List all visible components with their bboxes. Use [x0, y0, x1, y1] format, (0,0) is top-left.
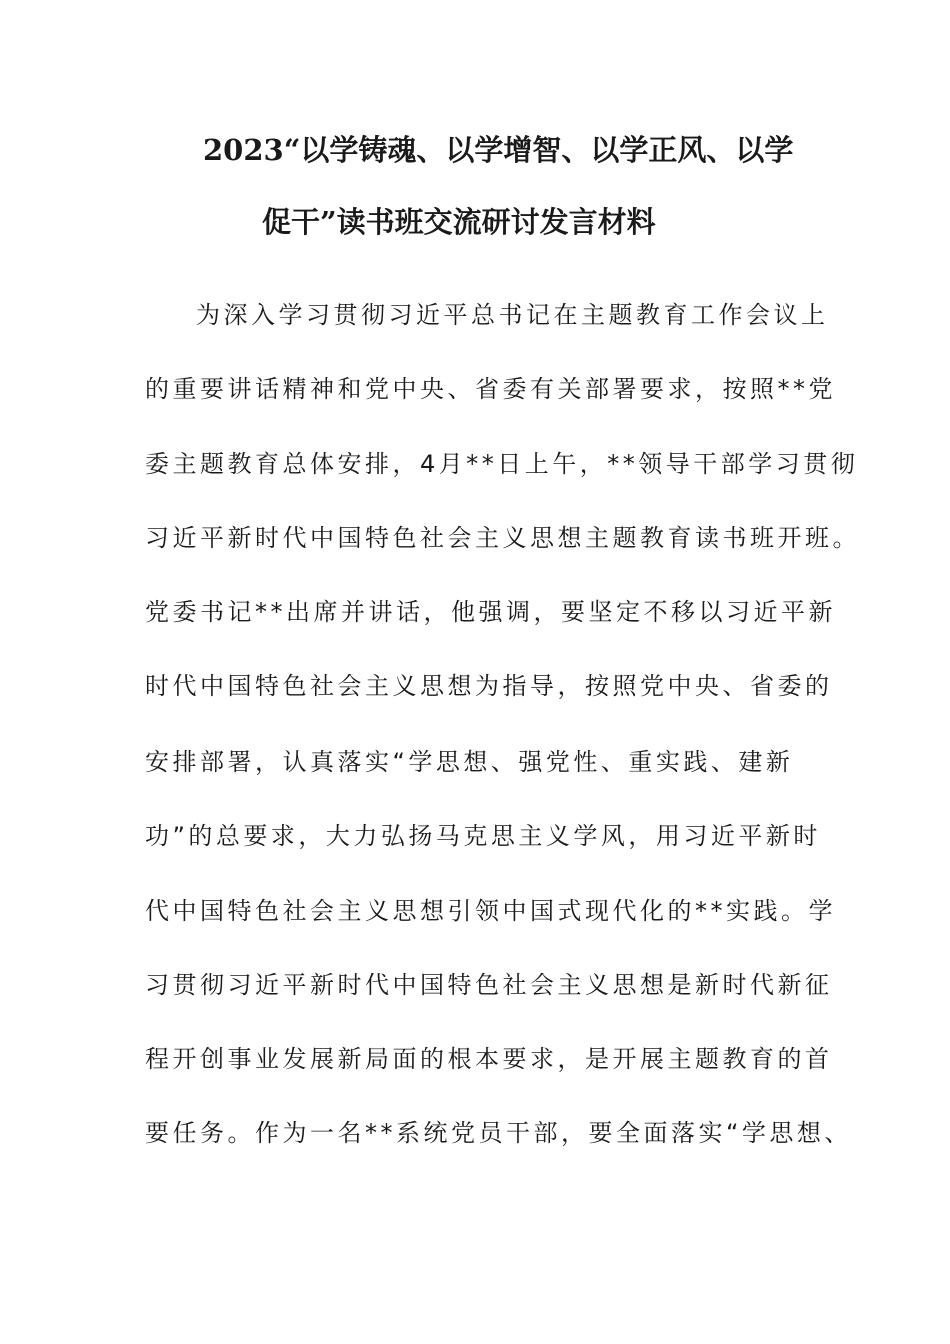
body-paragraph-line: 习贯彻习近平新时代中国特色社会主义思想是新时代新征	[145, 971, 833, 999]
document-title-line-2: 促干”读书班交流研讨发言材料	[262, 205, 656, 239]
body-paragraph-line: 程开创事业发展新局面的根本要求，是开展主题教育的首	[145, 1045, 833, 1073]
body-paragraph-line: 代中国特色社会主义思想引领中国式现代化的**实践。学	[145, 897, 836, 925]
body-paragraph-line: 党委书记**出席并讲话，他强调，要坚定不移以习近平新	[145, 598, 836, 626]
body-paragraph-line: 时代中国特色社会主义思想为指导，按照党中央、省委的	[145, 672, 833, 700]
body-paragraph-line: 习近平新时代中国特色社会主义思想主题教育读书班开班。	[145, 524, 860, 552]
body-paragraph-line: 要任务。作为一名**系统党员干部，要全面落实“学思想、	[145, 1119, 852, 1147]
body-paragraph-line: 功”的总要求，大力弘扬马克思主义学风，用习近平新时	[145, 822, 821, 850]
document-title-line-1: 2023“以学铸魂、以学增智、以学正风、以学	[203, 133, 794, 167]
body-paragraph-line: 安排部署，认真落实“学思想、强党性、重实践、建新	[145, 748, 794, 776]
body-paragraph-line: 委主题教育总体安排，4月**日上午，**领导干部学习贯彻	[145, 450, 859, 478]
body-paragraph-line: 的重要讲话精神和党中央、省委有关部署要求，按照**党	[145, 375, 836, 403]
body-paragraph-line: 为深入学习贯彻习近平总书记在主题教育工作会议上	[196, 301, 829, 329]
